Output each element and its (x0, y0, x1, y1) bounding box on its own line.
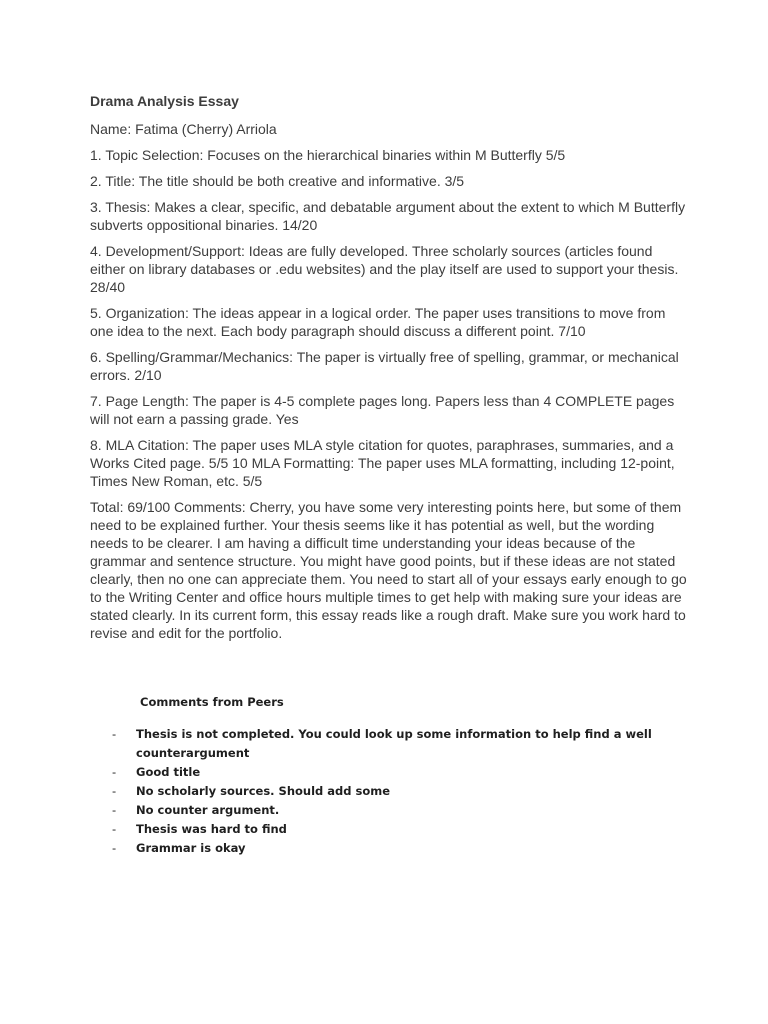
peer-comment-item (90, 763, 690, 782)
peer-comment-text: Good title (136, 765, 201, 779)
peer-comment-text: Grammar is okay (136, 841, 246, 855)
list-dash: - (112, 765, 117, 779)
peer-comment-item (90, 801, 690, 820)
peer-comments-section (90, 693, 690, 858)
peer-comment-item (90, 725, 690, 763)
list-dash: - (112, 822, 117, 836)
peer-comment-text: No scholarly sources. Should add some (136, 784, 391, 798)
rubric-topic-selection: 1. Topic Selection: Focuses on the hierarchical binaries within M Butterfly 5/5 (90, 147, 566, 163)
rubric-development: 4. Development/Support: Ideas are fully developed. Three scholarly sources (articles found either on library databases or .edu websites) and the play itself are used to support your thesis. 28/40 (90, 243, 679, 295)
list-dash: - (112, 803, 117, 817)
peer-comment-text: Thesis was hard to find (136, 822, 287, 836)
peer-comment-item (90, 839, 690, 858)
rubric-organization: 5. Organization: The ideas appear in a logical order. The paper uses transitions to move from one idea to the next. Each body paragraph should discuss a different point. 7/10 (90, 305, 666, 339)
peer-comments-list (90, 725, 690, 858)
rubric-mla-citation: 8. MLA Citation: The paper uses MLA style citation for quotes, paraphrases, summaries, and a Works Cited page. 5/5 10 MLA Formatting: The paper uses MLA formatting, including 12-point, Times New Roman, etc. 5/5 (90, 437, 675, 489)
essay-feedback (90, 92, 690, 642)
rubric-page-length: 7. Page Length: The paper is 4-5 complete pages long. Papers less than 4 COMPLETE pages will not earn a passing grade. Yes (90, 393, 675, 427)
rubric-spelling-grammar: 6. Spelling/Grammar/Mechanics: The paper is virtually free of spelling, grammar, or mechanical errors. 2/10 (90, 349, 679, 383)
document-title: Drama Analysis Essay (90, 93, 239, 109)
peer-comment-text: Thesis is not completed. You could look up some information to help find a well counterargument (136, 727, 652, 760)
peer-comments-heading: Comments from Peers (140, 695, 284, 709)
student-name: Name: Fatima (Cherry) Arriola (90, 121, 277, 137)
rubric-thesis: 3. Thesis: Makes a clear, specific, and debatable argument about the extent to which M Butterfly subverts oppositional binaries. 14/20 (90, 199, 686, 233)
total-and-comments: Total: 69/100 Comments: Cherry, you have some very interesting points here, but some of them need to be explained further. Your thesis seems like it has potential as well, but the wording needs to be clearer. I am having a difficult time understanding your ideas because of the grammar and sentence structure. You might have good points, but if these ideas are not stated clearly, then no one can appreciate them. You need to start all of your essays early enough to go to the Writing Center and office hours multiple times to get help with making sure your ideas are stated clearly. In its current form, this essay reads like a rough draft. Make sure you work hard to revise and edit for the portfolio. (90, 499, 687, 641)
peer-comment-item (90, 820, 690, 839)
rubric-title: 2. Title: The title should be both creative and informative. 3/5 (90, 173, 465, 189)
list-dash: - (112, 784, 117, 798)
list-dash: - (112, 727, 117, 741)
peer-comment-item (90, 782, 690, 801)
peer-comment-text: No counter argument. (136, 803, 280, 817)
list-dash: - (112, 841, 117, 855)
